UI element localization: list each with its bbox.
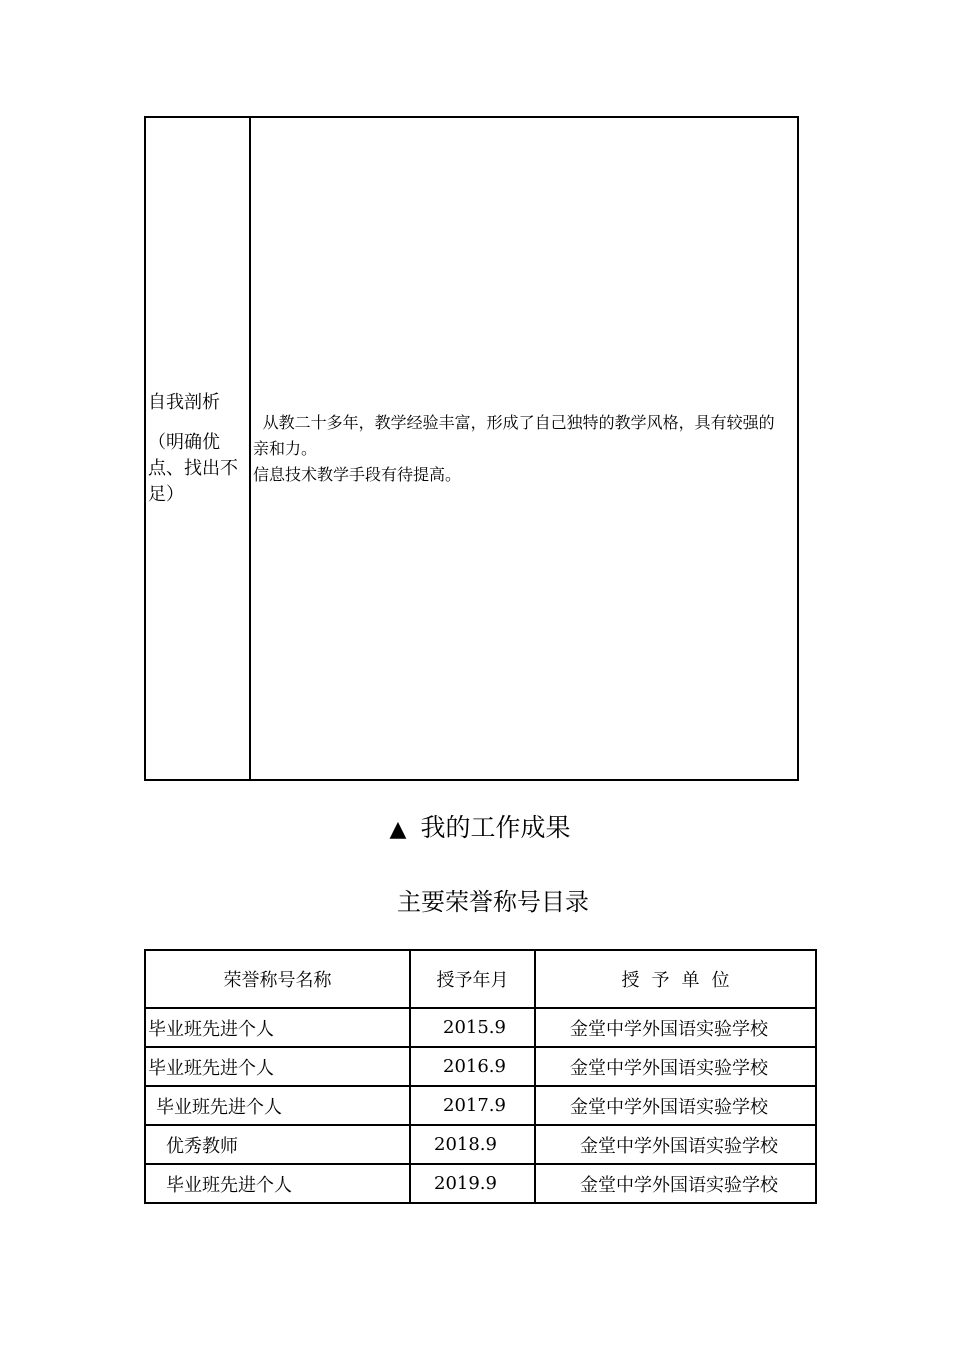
- self-analysis-strength-text: 从教二十多年，教学经验丰富，形成了自己独特的教学风格，具有较强的亲和力。: [253, 412, 775, 458]
- table-row: [145, 1086, 816, 1125]
- award-unit-cell: 金堂中学外国语实验学校: [535, 1125, 816, 1164]
- award-date-cell: 2017.9: [410, 1086, 535, 1125]
- award-unit-cell: 金堂中学外国语实验学校: [535, 1086, 816, 1125]
- triangle-up-icon: ▲: [389, 817, 407, 842]
- self-analysis-weakness-text: 信息技术教学手段有待提高。: [253, 464, 462, 484]
- header-honor-name: 荣誉称号名称: [145, 950, 410, 1008]
- table-row: [145, 1164, 816, 1203]
- honor-name-cell: 毕业班先进个人: [145, 1047, 410, 1086]
- self-analysis-label: 自我剖析: [148, 391, 220, 413]
- honor-name-cell: 优秀教师: [145, 1125, 410, 1164]
- header-award-date: 授予年月: [410, 950, 535, 1008]
- honor-name-cell: 毕业班先进个人: [145, 1086, 410, 1125]
- honor-name-cell: 毕业班先进个人: [145, 1008, 410, 1047]
- award-date-cell: 2015.9: [410, 1008, 535, 1047]
- table-row: [145, 1047, 816, 1086]
- honor-name-cell: 毕业班先进个人: [145, 1164, 410, 1203]
- award-date-cell: 2019.9: [410, 1164, 535, 1203]
- work-results-title: 我的工作成果: [420, 813, 571, 842]
- honors-header-row: [145, 950, 816, 1008]
- award-unit-cell: 金堂中学外国语实验学校: [535, 1047, 816, 1086]
- table-row: [145, 1008, 816, 1047]
- award-unit-cell: 金堂中学外国语实验学校: [535, 1164, 816, 1203]
- table-row: [145, 1125, 816, 1164]
- self-analysis-content-cell: [250, 117, 798, 780]
- honors-table: [144, 949, 817, 1204]
- honors-title: 主要荣誉称号目录: [397, 888, 589, 916]
- award-unit-cell: 金堂中学外国语实验学校: [535, 1008, 816, 1047]
- award-date-cell: 2016.9: [410, 1047, 535, 1086]
- header-award-unit: 授予单位: [535, 950, 816, 1008]
- work-results-heading: [0, 810, 960, 848]
- self-analysis-table: [144, 116, 799, 781]
- self-analysis-label-note: （明确优点、找出不足）: [148, 431, 238, 505]
- self-analysis-label-cell: [145, 117, 250, 780]
- award-date-cell: 2018.9: [410, 1125, 535, 1164]
